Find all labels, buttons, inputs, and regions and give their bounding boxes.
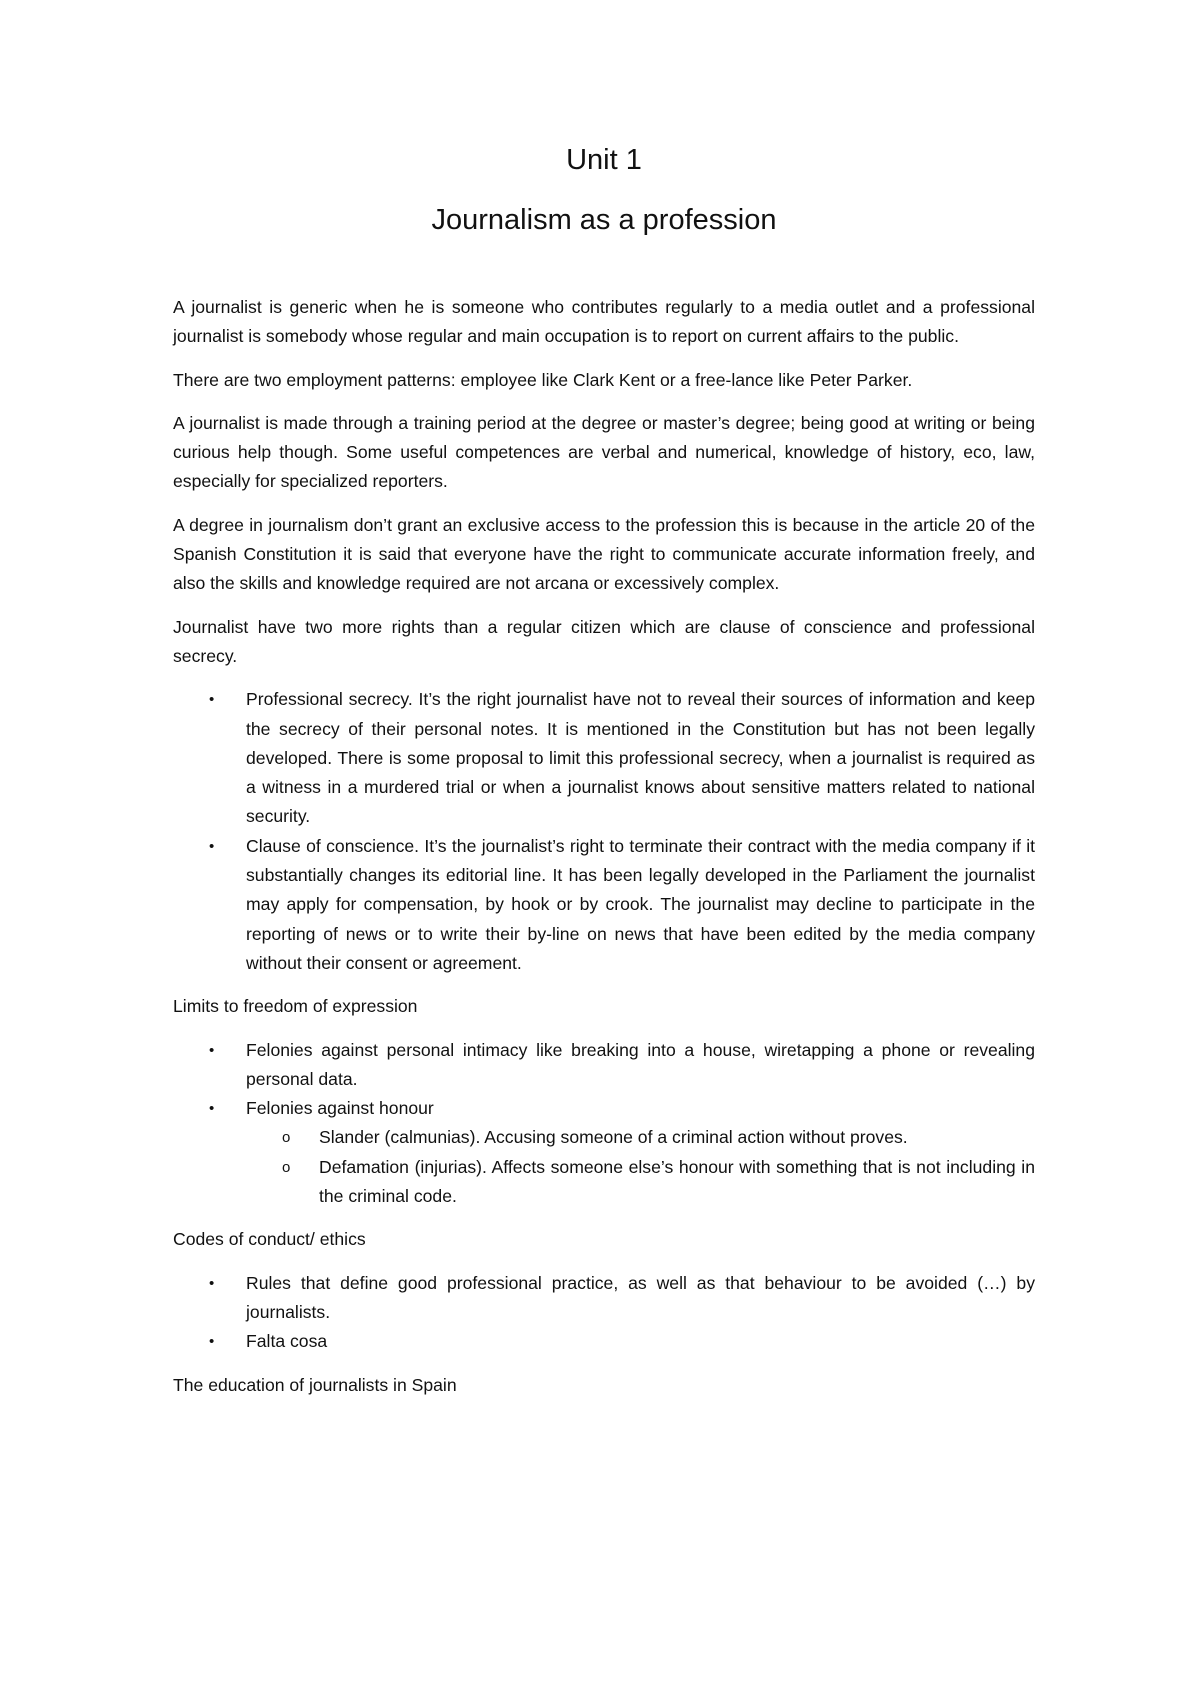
codes-list [173, 1269, 1035, 1357]
section-heading-education: The education of journalists in Spain [173, 1374, 457, 1395]
paragraph-employment: There are two employment patterns: employee like Clark Kent or a free-lance like Peter Parker. [173, 369, 913, 390]
bullet-icon: • [209, 1333, 215, 1351]
bullet-icon: • [209, 1100, 215, 1118]
paragraph-rights-intro: Journalist have two more rights than a regular citizen which are clause of conscience and professional secrecy. [173, 616, 1035, 666]
page-title: Journalism as a profession [431, 204, 777, 236]
list-item [173, 1094, 1035, 1211]
sub-list-item-text: Slander (calmunias). Accusing someone of a criminal action without proves. [319, 1127, 908, 1148]
bullet-icon: • [209, 837, 215, 855]
list-item [173, 1269, 1035, 1328]
paragraph-degree: A degree in journalism don’t grant an exclusive access to the profession this is because in the article 20 of the Spanish Constitution it is said that everyone have the right to communicate accurate information freely, and also the skills and knowledge required are not arcana or excessively complex. [173, 514, 1035, 594]
sub-list-item-text: Defamation (injurias). Affects someone else’s honour with something that is not including in the criminal code. [319, 1156, 1035, 1207]
bullet-icon: • [209, 1041, 215, 1059]
honour-sublist [246, 1123, 1035, 1211]
list-item [173, 832, 1035, 978]
paragraph-definition: A journalist is generic when he is someone who contributes regularly to a media outlet and a professional journalist is somebody whose regular and main occupation is to report on current affairs to the public. [173, 297, 1035, 347]
document-page [173, 140, 1035, 1414]
bullet-icon: • [209, 691, 215, 709]
section-heading-limits: Limits to freedom of expression [173, 996, 418, 1017]
sub-list-item [246, 1123, 1035, 1152]
list-item-text: Professional secrecy. It’s the right journalist have not to reveal their sources of information and keep the secrecy of their personal notes. It is mentioned in the Constitution but has not been legally developed. There is some proposal to limit this professional secrecy, when a journalist is required as a witness in a murdered trial or when a journalist knows about sensitive matters related to national security. [246, 689, 1035, 827]
bullet-icon: • [209, 1274, 215, 1292]
list-item-text: Rules that define good professional practice, as well as that behaviour to be avoided (…) by journalists. [246, 1272, 1035, 1322]
paragraph-training: A journalist is made through a training period at the degree or master’s degree; being good at writing or being curious help though. Some useful competences are verbal and numerical, knowledge of history, eco, law, especially for specialized reporters. [173, 412, 1035, 492]
list-item-text: Felonies against honour [246, 1098, 434, 1119]
list-item-text: Clause of conscience. It’s the journalist’s right to terminate their contract with the media company if it substantially changes its editorial line. It has been legally developed in the Parliament the journalist may apply for compensation, by hook or by crook. The journalist may decline to participate in the reporting of news or to write their by-line on news that have been edited by the media company without their consent or agreement. [246, 835, 1035, 973]
list-item-text: Falta cosa [246, 1331, 328, 1352]
document-body [173, 293, 1035, 1400]
unit-heading: Unit 1 [566, 144, 642, 176]
list-item [173, 1036, 1035, 1095]
limits-list [173, 1036, 1035, 1212]
rights-list [173, 685, 1035, 978]
list-item [173, 1327, 1035, 1356]
sub-list-item [246, 1153, 1035, 1212]
circle-bullet-icon: o [282, 1129, 291, 1147]
circle-bullet-icon: o [282, 1158, 291, 1176]
list-item [173, 685, 1035, 831]
section-heading-codes: Codes of conduct/ ethics [173, 1229, 366, 1250]
list-item-text: Felonies against personal intimacy like breaking into a house, wiretapping a phone or revealing personal data. [246, 1039, 1035, 1089]
